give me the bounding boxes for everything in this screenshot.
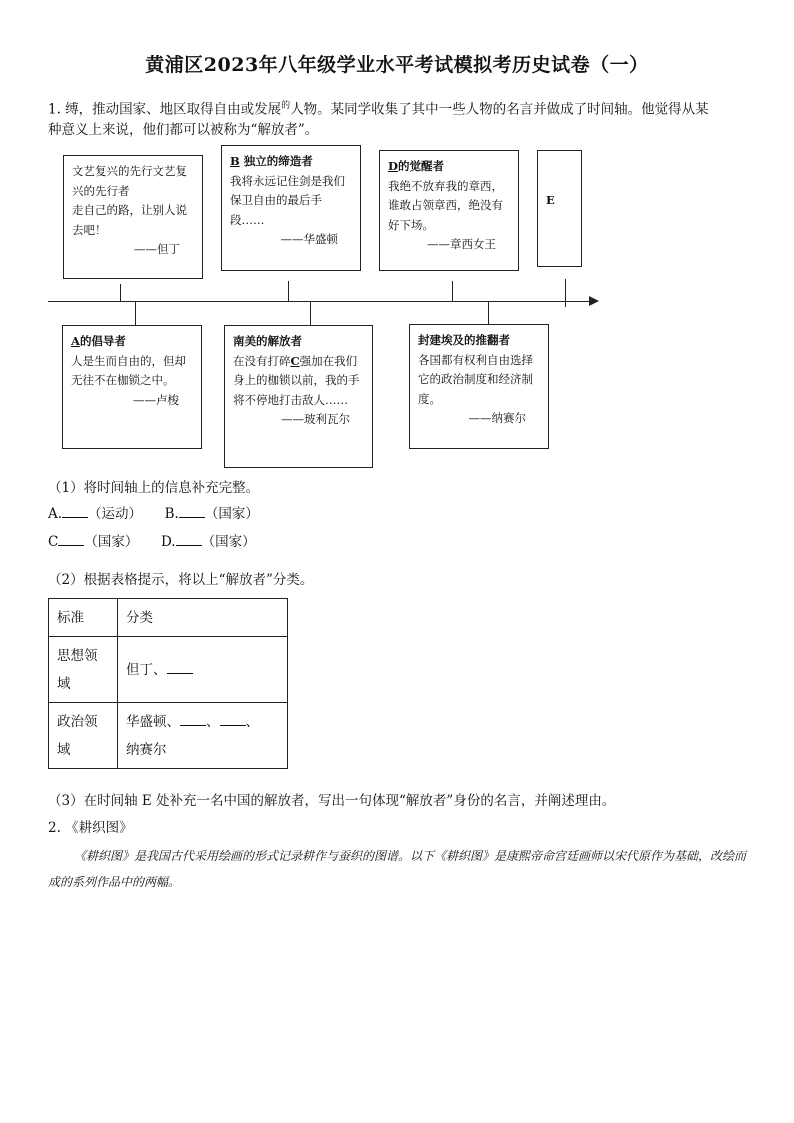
card-letter: E [546,193,555,207]
card-quote: 我将永远记住剑是我们保卫自由的最后手段…… [230,173,345,227]
card-heading [388,157,510,177]
timeline-card-e [537,150,582,267]
q2-title: 2. 《耕织图》 [48,820,133,836]
fill-b-hint: （国家） [204,506,259,522]
card-letter: C [290,353,300,368]
q1-intro [48,96,758,140]
table-blank[interactable] [167,661,193,674]
timeline-tick [120,284,121,301]
card-author: ——华盛顿 [280,232,338,246]
table-cell-text: 但丁、 [126,661,167,678]
card-text: 文艺复兴的先行文艺复兴的先行者 [72,164,187,198]
table-cell-category [118,637,288,703]
card-letter: D [388,159,398,173]
timeline-card-nasser [409,324,549,449]
q1-intro-sup: 的 [281,101,291,111]
card-heading-text: 独立的缔造者 [243,154,313,168]
fill-d-label: D. [160,534,176,550]
card-author: ——章西女王 [427,237,496,251]
table-cell-sep: 、 [245,713,259,730]
timeline-card-dante [63,155,203,279]
timeline-tick [565,279,566,307]
timeline-card-rani [379,150,519,271]
card-heading [71,332,193,352]
card-heading-text: 的觉醒者 [397,159,444,173]
table-row [49,599,288,637]
table-blank[interactable] [220,713,246,726]
table-cell-standard: 思想领域 [49,637,118,703]
table-header-category: 分类 [118,599,288,637]
card-heading-text: 的倡导者 [79,334,126,348]
table-cell-text: 华盛顿、 [126,713,180,730]
timeline-card-bolivar [224,325,373,468]
card-quote: 各国都有权利自由选择它的政治制度和经济制度。 [418,352,533,406]
table-cell-text: 纳赛尔 [126,741,167,758]
fill-b-label: B. [164,506,179,522]
card-author: ——玻利瓦尔 [281,412,350,426]
card-author: ——卢梭 [133,392,179,407]
timeline-tick [452,281,453,301]
card-heading: 南美的解放者 [233,334,302,348]
card-author: ——但丁 [134,242,180,256]
q1-sub2: （2）根据表格提示，将以上“解放者”分类。 [48,572,314,588]
timeline-tick [310,301,311,326]
card-letter: A [71,334,80,348]
fill-a-label: A. [48,506,63,522]
table-cell-standard: 政治领域 [49,703,118,769]
page-title: 黄浦区2023年八年级学业水平考试模拟考历史试卷（一） [145,54,649,76]
timeline-arrow-icon [589,296,599,306]
fill-a-blank[interactable] [62,505,88,518]
fill-c-label: C [48,534,59,550]
timeline-card-rousseau [62,325,202,449]
classification-table [48,598,288,769]
fill-c-blank[interactable] [58,533,84,546]
q1-sub3: （3）在时间轴 E 处补充一名中国的解放者，写出一句体现“解放者”身份的名言，并阐述理由。 [48,793,616,809]
table-cell-sep: 、 [206,713,220,730]
fill-row-1 [48,504,259,524]
q1-sub1: （1）将时间轴上的信息补充完整。 [48,480,260,496]
card-quote-part: 在没有打碎 [233,353,291,368]
timeline-tick [488,301,489,324]
q1-intro-text-rest: 人物。某同学收集了其中一些人物的名言并做成了时间轴。他觉得从某 [290,101,709,118]
timeline-tick [288,281,289,301]
fill-c-hint: （国家） [84,534,139,550]
q1-intro-text: 1. 缚，推动国家、地区取得自由或发展 [48,101,282,118]
timeline-axis [48,301,590,302]
card-quote: 我绝不放弃我的章西，谁敢占领章西，绝没有好下场。 [388,178,503,232]
card-quote: 走自己的路，让别人说去吧！ [72,203,187,237]
table-blank[interactable] [180,713,206,726]
fill-a-hint: （运动） [88,506,143,522]
table-header-standard: 标准 [49,599,118,637]
q1-intro-text-2: 种意义上来说，他们都可以被称为“解放者”。 [48,121,319,138]
card-author: ——纳赛尔 [468,411,526,425]
timeline-card-washington [221,145,361,271]
timeline-tick [135,301,136,326]
fill-row-2 [48,532,256,552]
card-quote: 人是生而自由的，但却无往不在枷锁之中。 [71,353,186,387]
card-quote [233,352,364,411]
card-heading [230,152,352,172]
fill-d-hint: （国家） [201,534,256,550]
fill-b-blank[interactable] [179,505,205,518]
fill-d-blank[interactable] [176,533,202,546]
q2-intro: 《耕织图》是我国古代采用绘画的形式记录耕作与蚕织的图谱。以下《耕织图》是康熙帝命宫廷画师以宋代原作为基础，改绘而成的系列作品中的两幅。 [48,849,747,889]
card-heading: 封建埃及的推翻者 [418,333,510,347]
table-cell-category [118,703,288,769]
card-quote-part: 强加在我们身上的枷锁以前，我的手将不停地打击敌人…… [233,353,360,407]
table-row [49,637,288,703]
card-letter: B [230,154,240,168]
table-row [49,703,288,769]
